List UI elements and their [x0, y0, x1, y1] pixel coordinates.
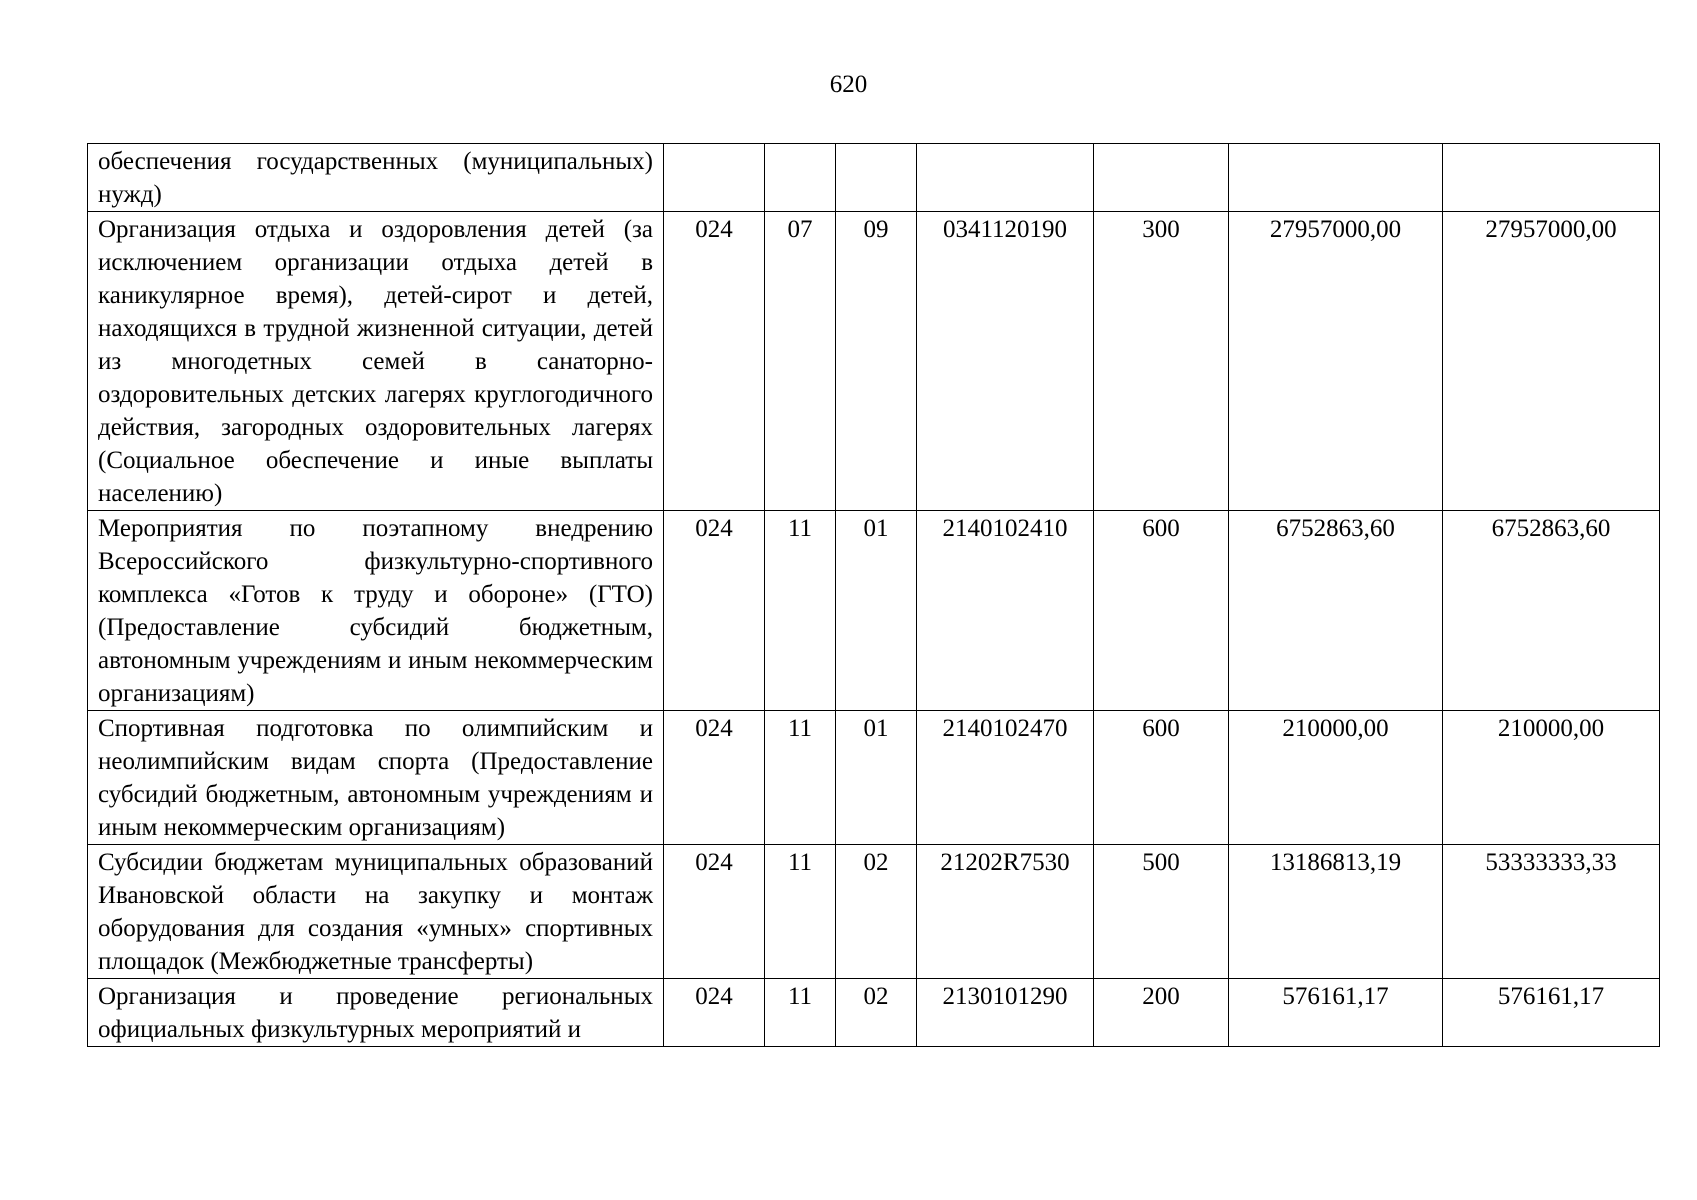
target-article-code: 2140102470: [917, 711, 1094, 845]
ministry-code: 024: [664, 711, 765, 845]
expense-type-code: [1094, 144, 1229, 212]
amount-second: 27957000,00: [1443, 212, 1660, 511]
amount-first: 210000,00: [1229, 711, 1443, 845]
expense-type-code: 600: [1094, 511, 1229, 711]
section-code: 11: [765, 511, 836, 711]
table-row: [88, 511, 1660, 711]
subsection-code: 09: [836, 212, 917, 511]
section-code: 11: [765, 845, 836, 979]
subsection-code: 01: [836, 711, 917, 845]
subsection-code: [836, 144, 917, 212]
target-article-code: 21202R7530: [917, 845, 1094, 979]
row-description: обеспечения государственных (муниципальных) нужд): [88, 144, 664, 212]
page-number: 620: [829, 71, 868, 98]
budget-table: [87, 143, 1660, 1047]
table-row: [88, 144, 1660, 212]
ministry-code: 024: [664, 845, 765, 979]
section-code: 07: [765, 212, 836, 511]
ministry-code: 024: [664, 511, 765, 711]
table-row: [88, 845, 1660, 979]
amount-first: 576161,17: [1229, 979, 1443, 1047]
row-description: Субсидии бюджетам муниципальных образований Ивановской области на закупку и монтаж оборудования для создания «умных» спортивных площадок (Межбюджетные трансферты): [88, 845, 664, 979]
section-code: 11: [765, 979, 836, 1047]
amount-second: [1443, 144, 1660, 212]
ministry-code: 024: [664, 979, 765, 1047]
subsection-code: 02: [836, 845, 917, 979]
target-article-code: [917, 144, 1094, 212]
amount-second: 6752863,60: [1443, 511, 1660, 711]
target-article-code: 2140102410: [917, 511, 1094, 711]
row-description: Организация и проведение региональных официальных физкультурных мероприятий и: [88, 979, 664, 1047]
expense-type-code: 300: [1094, 212, 1229, 511]
section-code: [765, 144, 836, 212]
amount-second: 210000,00: [1443, 711, 1660, 845]
table-row: [88, 979, 1660, 1047]
target-article-code: 0341120190: [917, 212, 1094, 511]
amount-second: 53333333,33: [1443, 845, 1660, 979]
expense-type-code: 500: [1094, 845, 1229, 979]
section-code: 11: [765, 711, 836, 845]
table-row: [88, 711, 1660, 845]
amount-first: 6752863,60: [1229, 511, 1443, 711]
subsection-code: 01: [836, 511, 917, 711]
amount-first: 13186813,19: [1229, 845, 1443, 979]
table-row: [88, 212, 1660, 511]
amount-first: [1229, 144, 1443, 212]
row-description: Спортивная подготовка по олимпийским и неолимпийским видам спорта (Предоставление субсидий бюджетным, автономным учреждениям и иным некоммерческим организациям): [88, 711, 664, 845]
ministry-code: [664, 144, 765, 212]
row-description: Организация отдыха и оздоровления детей (за исключением организации отдыха детей в каникулярное время), детей-сирот и детей, находящихся в трудной жизненной ситуации, детей из многодетных семей в санаторно-оздоровительных детских лагерях круглогодичного действия, загородных оздоровительных лагерях (Социальное обеспечение и иные выплаты населению): [88, 212, 664, 511]
expense-type-code: 600: [1094, 711, 1229, 845]
amount-first: 27957000,00: [1229, 212, 1443, 511]
expense-type-code: 200: [1094, 979, 1229, 1047]
subsection-code: 02: [836, 979, 917, 1047]
row-description: Мероприятия по поэтапному внедрению Всероссийского физкультурно-спортивного комплекса «Готов к труду и обороне» (ГТО) (Предоставление субсидий бюджетным, автономным учреждениям и иным некоммерческим организациям): [88, 511, 664, 711]
amount-second: 576161,17: [1443, 979, 1660, 1047]
ministry-code: 024: [664, 212, 765, 511]
target-article-code: 2130101290: [917, 979, 1094, 1047]
